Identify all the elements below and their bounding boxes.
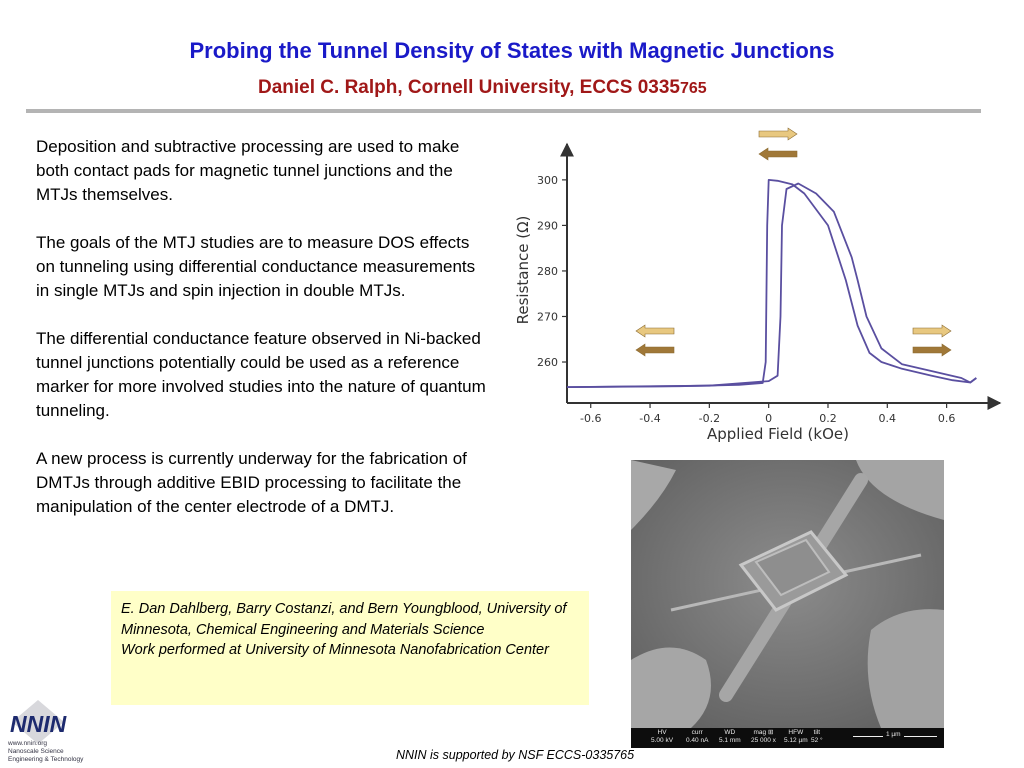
sem-field-curr xyxy=(686,729,708,745)
logo-url: www.nnin.org xyxy=(8,740,48,747)
sem-field-mag-value: 25 000 x xyxy=(751,737,776,744)
series-line-sweep-down xyxy=(567,184,976,388)
subtitle-main: Daniel C. Ralph, Cornell University, ECCS 0335 xyxy=(258,77,680,98)
y-tick-label: 300 xyxy=(537,173,558,187)
title-divider xyxy=(26,109,981,113)
chart-lines xyxy=(567,180,976,387)
x-tick-label: 0.6 xyxy=(937,412,956,425)
paragraph-conductance: The differential conductance feature observed in Ni-backed tunnel junctions potentially could be used as a reference marker for more involved studies into the nature of quantum tunneling. xyxy=(36,329,486,420)
logo-line-2: Nanoscale Science xyxy=(8,748,64,755)
sem-field-wd xyxy=(719,729,741,745)
sem-field-curr-value: 0.40 nA xyxy=(686,737,709,744)
sem-field-tilt xyxy=(811,729,823,745)
x-tick-label: 0 xyxy=(765,412,773,425)
field-arrow-left xyxy=(636,325,674,337)
paragraph-new-process: A new process is currently underway for the fabrication of DMTJs through additive EBID processing to facilitate the manipulation of the center electrode of a DMTJ. xyxy=(36,449,467,516)
sem-scale-label: 1 µm xyxy=(883,731,904,739)
sem-field-mag-label: mag ⊞ xyxy=(753,729,774,736)
x-tick-label: -0.6 xyxy=(579,412,602,425)
contact-pad-bottom-left xyxy=(631,648,711,729)
logo-subtext xyxy=(8,740,83,764)
resistance-chart xyxy=(505,120,1010,455)
field-arrow-right xyxy=(759,128,797,140)
sem-field-wd-value: 5.1 mm xyxy=(719,737,741,744)
sem-field-hv xyxy=(651,729,673,745)
y-tick-label: 270 xyxy=(537,310,558,324)
y-tick-label: 280 xyxy=(537,264,558,278)
y-tick-label: 260 xyxy=(537,356,558,370)
sem-micrograph xyxy=(631,460,944,748)
subtitle-tail: 765 xyxy=(680,80,707,97)
paragraph-goals: The goals of the MTJ studies are to measure DOS effects on tunneling using differential conductance measurements in single MTJs and spin injection in double MTJs. xyxy=(36,233,476,300)
logo-line-3: Engineering & Technology xyxy=(8,756,84,763)
sem-field-wd-label: WD xyxy=(724,729,736,736)
field-arrow-left xyxy=(636,344,674,356)
field-arrow-right xyxy=(913,344,951,356)
x-tick-label: 0.2 xyxy=(819,412,837,425)
sem-field-tilt-label: tilt xyxy=(813,729,821,736)
support-note: NNIN is supported by NSF ECCS-0335765 xyxy=(396,748,635,762)
sem-field-mag xyxy=(751,729,776,745)
sem-image xyxy=(631,460,944,728)
sem-field-curr-label: curr xyxy=(691,729,703,736)
sem-field-hfw-value: 5.12 µm xyxy=(784,737,808,744)
slide-subtitle xyxy=(258,77,707,99)
chart-arrows xyxy=(636,128,951,356)
sem-field-tilt-value: 52 ° xyxy=(811,737,823,744)
x-tick-label: 0.4 xyxy=(878,412,897,425)
x-axis-label: Applied Field (kOe) xyxy=(707,425,849,443)
sem-info-bar xyxy=(631,728,944,748)
y-axis-label: Resistance (Ω) xyxy=(514,215,532,325)
sem-field-hv-value: 5.00 kV xyxy=(651,737,674,744)
sem-field-hfw xyxy=(784,729,808,745)
slide-title: Probing the Tunnel Density of States with Magnetic Junctions xyxy=(189,38,835,63)
sem-field-hfw-label: HFW xyxy=(788,729,804,736)
paragraph-deposition: Deposition and subtractive processing are used to make both contact pads for magnetic tunnel junctions and the MTJs themselves. xyxy=(36,137,460,204)
y-tick-label: 290 xyxy=(537,219,558,233)
field-arrow-right xyxy=(913,325,951,337)
credits-box xyxy=(111,591,589,705)
credits-facility: Work performed at University of Minnesota Nanofabrication Center xyxy=(121,642,549,658)
contact-pad-bottom-right xyxy=(868,609,944,728)
x-tick-label: -0.2 xyxy=(698,412,721,425)
field-arrow-left xyxy=(759,148,797,160)
series-line-sweep-up xyxy=(567,180,976,387)
credits-authors: E. Dan Dahlberg, Barry Costanzi, and Bern Youngblood, University of Minnesota, Chemical Engineering and Materials Science xyxy=(121,601,567,638)
logo-text: NNIN xyxy=(10,711,67,737)
sem-field-hv-label: HV xyxy=(657,729,667,736)
x-tick-label: -0.4 xyxy=(639,412,661,425)
body-text xyxy=(36,135,491,543)
